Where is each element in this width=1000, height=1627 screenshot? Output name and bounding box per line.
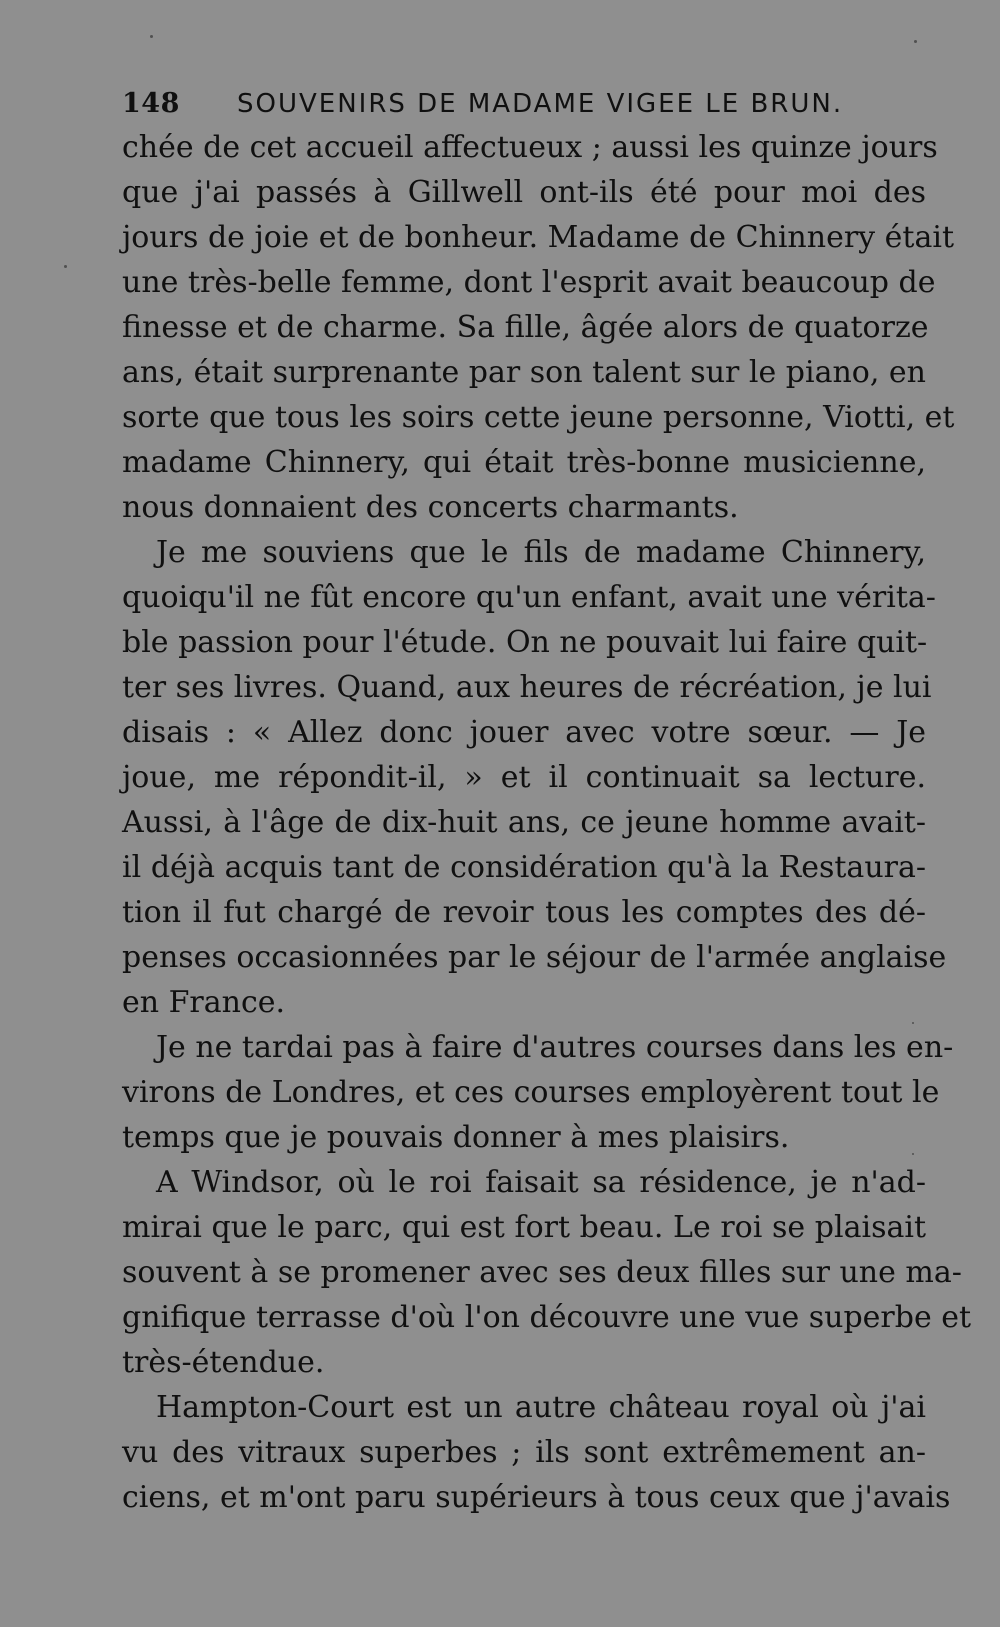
scan-speck	[912, 1153, 914, 1155]
text-line: madame Chinnery, qui était très-bonne musicienne,	[122, 445, 926, 480]
text-line: chée de cet accueil affectueux ; aussi les quinze jours	[122, 130, 938, 165]
page-number: 148	[122, 88, 180, 119]
text-line: ble passion pour l'étude. On ne pouvait lui faire quit-	[122, 625, 928, 660]
text-line: ciens, et m'ont paru supérieurs à tous ceux que j'avais	[122, 1480, 951, 1515]
running-header	[122, 88, 926, 119]
text-line: que j'ai passés à Gillwell ont-ils été pour moi des	[122, 175, 926, 210]
running-title: SOUVENIRS DE MADAME VIGEE LE BRUN.	[237, 89, 844, 119]
text-line: disais : « Allez donc jouer avec votre sœur. — Je	[122, 715, 926, 750]
text-line: quoiqu'il ne fût encore qu'un enfant, avait une vérita-	[122, 580, 936, 615]
text-line: temps que je pouvais donner à mes plaisirs.	[122, 1120, 790, 1155]
paragraph-start-line: Je me souviens que le fils de madame Chinnery,	[156, 535, 926, 570]
paragraph-start-line: Je ne tardai pas à faire d'autres courses dans les en-	[156, 1030, 954, 1065]
book-page	[122, 88, 972, 1520]
text-line: penses occasionnées par le séjour de l'armée anglaise	[122, 940, 947, 975]
paragraph-start-line: Hampton-Court est un autre château royal où j'ai	[156, 1390, 926, 1425]
text-line: tion il fut chargé de revoir tous les comptes des dé-	[122, 895, 926, 930]
text-line: mirai que le parc, qui est fort beau. Le roi se plaisait	[122, 1210, 926, 1245]
scan-speck	[64, 265, 67, 268]
body-text	[122, 125, 972, 1520]
text-line: une très-belle femme, dont l'esprit avait beaucoup de	[122, 265, 936, 300]
text-line: joue, me répondit-il, » et il continuait sa lecture.	[122, 760, 926, 795]
text-line: gnifique terrasse d'où l'on découvre une vue superbe et	[122, 1300, 972, 1335]
text-line: il déjà acquis tant de considération qu'à la Restaura-	[122, 850, 926, 885]
text-line: sorte que tous les soirs cette jeune personne, Viotti, et	[122, 400, 955, 435]
text-line: souvent à se promener avec ses deux filles sur une ma-	[122, 1255, 962, 1290]
scan-speck	[914, 40, 917, 43]
text-line: Aussi, à l'âge de dix-huit ans, ce jeune homme avait-	[122, 805, 926, 840]
text-line: vu des vitraux superbes ; ils sont extrêmement an-	[122, 1435, 926, 1470]
text-line: nous donnaient des concerts charmants.	[122, 490, 739, 525]
scan-speck	[150, 35, 153, 38]
text-line: ter ses livres. Quand, aux heures de récréation, je lui	[122, 670, 932, 705]
text-line: en France.	[122, 985, 286, 1020]
paragraph-start-line: A Windsor, où le roi faisait sa résidence, je n'ad-	[156, 1165, 926, 1200]
text-line: ans, était surprenante par son talent sur le piano, en	[122, 355, 926, 390]
text-line: virons de Londres, et ces courses employèrent tout le	[122, 1075, 940, 1110]
text-line: très-étendue.	[122, 1345, 325, 1380]
scan-speck	[912, 1022, 914, 1024]
text-line: finesse et de charme. Sa fille, âgée alors de quatorze	[122, 310, 929, 345]
text-line: jours de joie et de bonheur. Madame de Chinnery était	[122, 220, 955, 255]
